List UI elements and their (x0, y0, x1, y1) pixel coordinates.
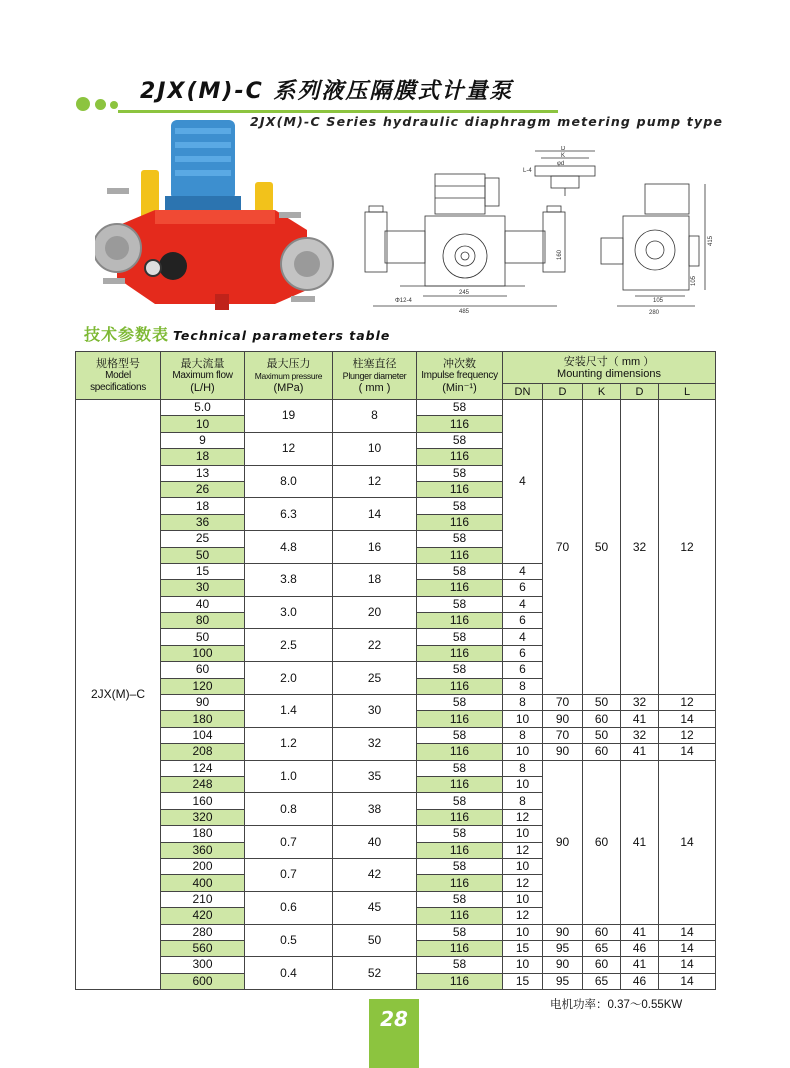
mount-d-cell: 90 (543, 711, 583, 727)
mount-l-cell: 12 (659, 400, 716, 695)
flow-cell: 18 (161, 449, 245, 465)
frequency-cell: 58 (417, 400, 503, 416)
motor-power-note: 电机功率：0.37～0.55KW (550, 999, 683, 1011)
flow-cell: 600 (161, 973, 245, 989)
frequency-cell: 116 (417, 613, 503, 629)
mount-k-cell: 60 (583, 924, 621, 940)
plunger-cell: 35 (333, 760, 417, 793)
plunger-cell: 25 (333, 662, 417, 695)
dn-cell: 4 (503, 596, 543, 612)
pressure-cell: 0.5 (245, 924, 333, 957)
mount-d-cell: 95 (543, 973, 583, 989)
table-row (76, 760, 716, 776)
mount-k-cell: 65 (583, 940, 621, 956)
mount-d2-cell: 41 (621, 744, 659, 760)
mount-d2-cell: 41 (621, 924, 659, 940)
section-title-cn: 技术参数表 (84, 325, 170, 344)
frequency-cell: 58 (417, 629, 503, 645)
flow-cell: 124 (161, 760, 245, 776)
header-pressure: 最大压力 Maximum pressure (MPa) (245, 352, 333, 400)
flow-cell: 180 (161, 711, 245, 727)
mount-l-cell: 14 (659, 940, 716, 956)
pressure-cell: 8.0 (245, 465, 333, 498)
frequency-cell: 116 (417, 580, 503, 596)
flow-cell: 13 (161, 465, 245, 481)
dn-cell: 6 (503, 645, 543, 661)
frequency-cell: 116 (417, 449, 503, 465)
dn-cell: 10 (503, 891, 543, 907)
flow-cell: 15 (161, 563, 245, 579)
plunger-cell: 38 (333, 793, 417, 826)
dn-cell: 15 (503, 940, 543, 956)
title-underline (118, 110, 558, 113)
flow-cell: 60 (161, 662, 245, 678)
mount-d2-cell: 46 (621, 940, 659, 956)
flow-cell: 300 (161, 957, 245, 973)
page-subtitle: 2JX(M)-C Series hydraulic diaphragm metering pump type (250, 114, 724, 129)
flow-cell: 90 (161, 695, 245, 711)
frequency-cell: 58 (417, 957, 503, 973)
header-d: D (543, 384, 583, 400)
frequency-cell: 116 (417, 908, 503, 924)
table-row (76, 695, 716, 711)
flow-cell: 420 (161, 908, 245, 924)
flow-cell: 50 (161, 547, 245, 563)
dn-cell: 15 (503, 973, 543, 989)
dn-cell: 10 (503, 924, 543, 940)
pressure-cell: 3.8 (245, 563, 333, 596)
mount-l-cell: 14 (659, 760, 716, 924)
flow-cell: 180 (161, 826, 245, 842)
frequency-cell: 58 (417, 498, 503, 514)
dim-bolt: Φ12-4 (395, 298, 412, 304)
frequency-cell: 58 (417, 858, 503, 874)
pressure-cell: 0.7 (245, 858, 333, 891)
mount-k-cell: 60 (583, 957, 621, 973)
pressure-cell: 0.4 (245, 957, 333, 990)
pressure-cell: 1.2 (245, 727, 333, 760)
pressure-cell: 2.5 (245, 629, 333, 662)
plunger-cell: 50 (333, 924, 417, 957)
frequency-cell: 116 (417, 678, 503, 694)
table-body (76, 400, 716, 990)
table-row (76, 957, 716, 973)
dim-K: K (561, 153, 566, 159)
frequency-cell: 116 (417, 776, 503, 792)
frequency-cell: 58 (417, 826, 503, 842)
frequency-cell: 58 (417, 432, 503, 448)
dim-415: 415 (708, 235, 714, 246)
frequency-cell: 116 (417, 875, 503, 891)
plunger-cell: 12 (333, 465, 417, 498)
mount-d-cell: 70 (543, 727, 583, 743)
mount-d-cell: 90 (543, 924, 583, 940)
mount-d-cell: 70 (543, 695, 583, 711)
pressure-cell: 4.8 (245, 531, 333, 564)
flow-cell: 210 (161, 891, 245, 907)
dim-280: 280 (649, 310, 660, 316)
mount-l-cell: 14 (659, 973, 716, 989)
table-row (76, 924, 716, 940)
header-k: K (583, 384, 621, 400)
mount-d2-cell: 46 (621, 973, 659, 989)
mount-d-cell: 90 (543, 744, 583, 760)
frequency-cell: 58 (417, 563, 503, 579)
mount-l-cell: 14 (659, 957, 716, 973)
pressure-cell: 0.7 (245, 826, 333, 859)
dn-cell: 10 (503, 711, 543, 727)
page-number: 28 (380, 1007, 408, 1031)
frequency-cell: 116 (417, 481, 503, 497)
mount-l-cell: 12 (659, 727, 716, 743)
flow-cell: 560 (161, 940, 245, 956)
dn-cell: 8 (503, 695, 543, 711)
header-model: 规格型号 Model specifications (76, 352, 161, 400)
dn-cell: 8 (503, 793, 543, 809)
mount-d-cell: 95 (543, 940, 583, 956)
flow-cell: 200 (161, 858, 245, 874)
frequency-cell: 58 (417, 465, 503, 481)
plunger-cell: 42 (333, 858, 417, 891)
mount-d2-cell: 32 (621, 727, 659, 743)
header-frequency: 冲次数 Impulse frequency (Min⁻¹) (417, 352, 503, 400)
dn-cell: 4 (503, 400, 543, 564)
flow-cell: 30 (161, 580, 245, 596)
flow-cell: 50 (161, 629, 245, 645)
flow-cell: 360 (161, 842, 245, 858)
dn-cell: 12 (503, 875, 543, 891)
pressure-cell: 6.3 (245, 498, 333, 531)
mount-k-cell: 60 (583, 744, 621, 760)
frequency-cell: 116 (417, 645, 503, 661)
pressure-cell: 12 (245, 432, 333, 465)
header-l: L (659, 384, 716, 400)
dn-cell: 10 (503, 826, 543, 842)
mount-d-cell: 90 (543, 957, 583, 973)
mount-k-cell: 65 (583, 973, 621, 989)
mount-k-cell: 60 (583, 760, 621, 924)
plunger-cell: 45 (333, 891, 417, 924)
flow-cell: 400 (161, 875, 245, 891)
frequency-cell: 58 (417, 924, 503, 940)
flow-cell: 104 (161, 727, 245, 743)
frequency-cell: 116 (417, 744, 503, 760)
page-title: 2JX(M)-C 系列液压隔膜式计量泵 (140, 79, 514, 104)
page-number-tab (369, 999, 419, 1068)
frequency-cell: 116 (417, 842, 503, 858)
dn-cell: 4 (503, 563, 543, 579)
dn-cell: 10 (503, 744, 543, 760)
flow-cell: 248 (161, 776, 245, 792)
plunger-cell: 18 (333, 563, 417, 596)
dn-cell: 4 (503, 629, 543, 645)
header-d2: D (621, 384, 659, 400)
mount-l-cell: 14 (659, 744, 716, 760)
frequency-cell: 58 (417, 662, 503, 678)
dim-D: D (561, 146, 566, 152)
header-mounting: 安装尺寸（ mm ） Mounting dimensions (503, 352, 716, 384)
dn-cell: 12 (503, 809, 543, 825)
flow-cell: 9 (161, 432, 245, 448)
frequency-cell: 58 (417, 531, 503, 547)
pressure-cell: 1.0 (245, 760, 333, 793)
dn-cell: 10 (503, 776, 543, 792)
frequency-cell: 116 (417, 973, 503, 989)
dn-cell: 12 (503, 842, 543, 858)
frequency-cell: 116 (417, 416, 503, 432)
flow-cell: 25 (161, 531, 245, 547)
flow-cell: 320 (161, 809, 245, 825)
dn-cell: 6 (503, 580, 543, 596)
dn-cell: 6 (503, 662, 543, 678)
frequency-cell: 116 (417, 711, 503, 727)
mount-k-cell: 50 (583, 400, 621, 695)
pressure-cell: 0.6 (245, 891, 333, 924)
mount-d-cell: 70 (543, 400, 583, 695)
pump-photo (95, 118, 335, 318)
plunger-cell: 32 (333, 727, 417, 760)
flow-cell: 10 (161, 416, 245, 432)
pressure-cell: 0.8 (245, 793, 333, 826)
flow-cell: 208 (161, 744, 245, 760)
parameters-table (75, 351, 716, 990)
mount-d2-cell: 41 (621, 711, 659, 727)
flow-cell: 26 (161, 481, 245, 497)
dn-cell: 8 (503, 727, 543, 743)
flow-cell: 80 (161, 613, 245, 629)
header-dn: DN (503, 384, 543, 400)
plunger-cell: 8 (333, 400, 417, 433)
frequency-cell: 58 (417, 596, 503, 612)
dimension-drawing (355, 146, 725, 321)
mount-l-cell: 14 (659, 924, 716, 940)
pressure-cell: 2.0 (245, 662, 333, 695)
dim-phid: φd (557, 161, 565, 167)
plunger-cell: 22 (333, 629, 417, 662)
frequency-cell: 58 (417, 793, 503, 809)
dn-cell: 8 (503, 760, 543, 776)
pressure-cell: 19 (245, 400, 333, 433)
flow-cell: 40 (161, 596, 245, 612)
mount-d-cell: 90 (543, 760, 583, 924)
dn-cell: 10 (503, 858, 543, 874)
plunger-cell: 20 (333, 596, 417, 629)
frequency-cell: 116 (417, 514, 503, 530)
mount-l-cell: 14 (659, 711, 716, 727)
flow-cell: 160 (161, 793, 245, 809)
dn-cell: 10 (503, 957, 543, 973)
frequency-cell: 58 (417, 695, 503, 711)
dim-105v: 105 (691, 275, 697, 286)
flow-cell: 120 (161, 678, 245, 694)
mount-d2-cell: 32 (621, 695, 659, 711)
page-header (0, 0, 790, 130)
mount-k-cell: 50 (583, 695, 621, 711)
flow-cell: 18 (161, 498, 245, 514)
dim-245: 245 (459, 290, 470, 296)
pressure-cell: 3.0 (245, 596, 333, 629)
mount-l-cell: 12 (659, 695, 716, 711)
model-cell: 2JX(M)–C (76, 400, 161, 990)
header-plunger: 柱塞直径 Plunger diameter ( mm ) (333, 352, 417, 400)
mount-d2-cell: 32 (621, 400, 659, 695)
dn-cell: 6 (503, 613, 543, 629)
flow-cell: 100 (161, 645, 245, 661)
frequency-cell: 58 (417, 891, 503, 907)
flow-cell: 36 (161, 514, 245, 530)
mount-d2-cell: 41 (621, 957, 659, 973)
frequency-cell: 116 (417, 547, 503, 563)
table-row (76, 400, 716, 416)
pressure-cell: 1.4 (245, 695, 333, 728)
plunger-cell: 10 (333, 432, 417, 465)
flow-cell: 280 (161, 924, 245, 940)
dim-L4: L-4 (523, 168, 532, 174)
dn-cell: 8 (503, 678, 543, 694)
mount-d2-cell: 41 (621, 760, 659, 924)
mount-k-cell: 60 (583, 711, 621, 727)
dim-105: 105 (653, 298, 664, 304)
frequency-cell: 116 (417, 940, 503, 956)
frequency-cell: 116 (417, 809, 503, 825)
plunger-cell: 16 (333, 531, 417, 564)
frequency-cell: 58 (417, 727, 503, 743)
dim-485: 485 (459, 309, 470, 315)
plunger-cell: 40 (333, 826, 417, 859)
table-row (76, 727, 716, 743)
mount-k-cell: 50 (583, 727, 621, 743)
plunger-cell: 52 (333, 957, 417, 990)
plunger-cell: 14 (333, 498, 417, 531)
dn-cell: 12 (503, 908, 543, 924)
section-title-en: Technical parameters table (173, 328, 391, 343)
plunger-cell: 30 (333, 695, 417, 728)
dim-160: 160 (557, 249, 563, 260)
section-title (84, 322, 390, 345)
flow-cell: 5.0 (161, 400, 245, 416)
frequency-cell: 58 (417, 760, 503, 776)
header-flow: 最大流量 Maximum flow (L/H) (161, 352, 245, 400)
